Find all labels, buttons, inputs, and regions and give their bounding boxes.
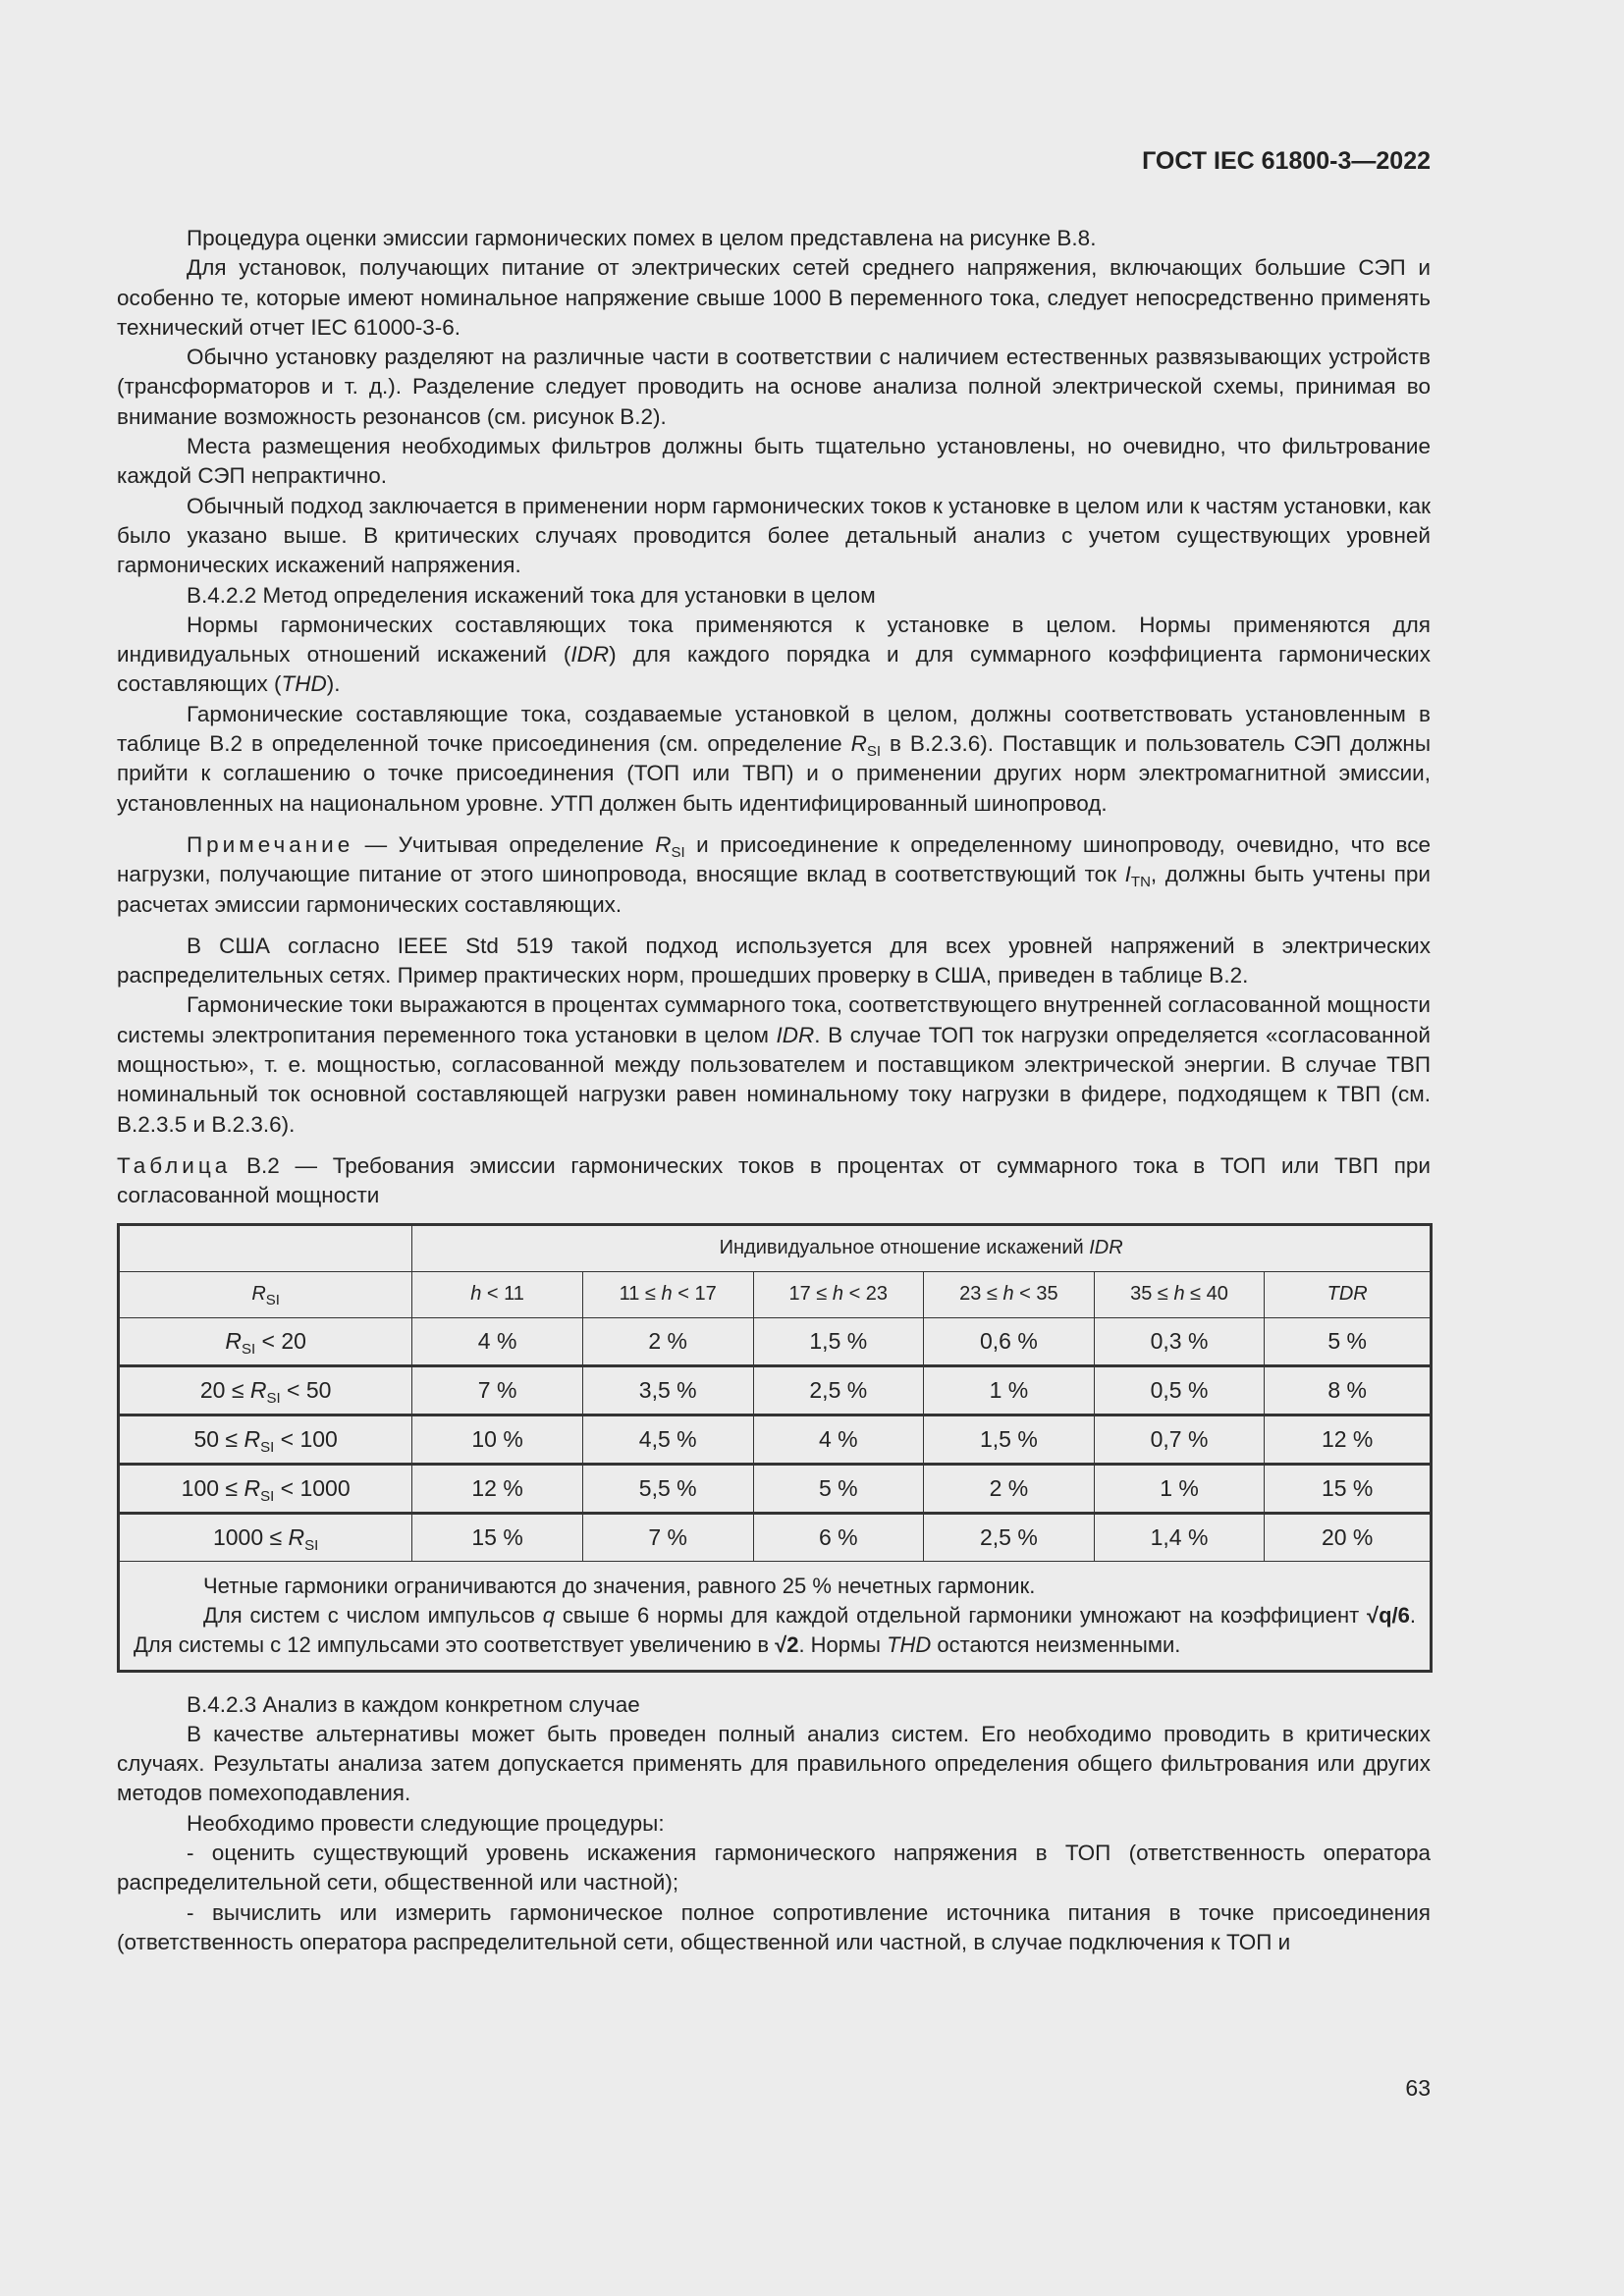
page-number: 63 — [1405, 2075, 1431, 2101]
table-cell: 6 % — [753, 1513, 924, 1561]
table-header-row — [119, 1224, 1432, 1271]
table-cell: 4 % — [412, 1317, 583, 1365]
table-notes-row — [119, 1561, 1432, 1671]
table-cell: 8 % — [1265, 1365, 1432, 1415]
table-cell: 2 % — [924, 1464, 1095, 1513]
paragraph: Обычно установку разделяют на различные части в соответствии с наличием естественных развязывающих устройств (трансформаторов и т. д.). Разделение следует проводить на основе анализа полной электрической схемы, принимая во внимание возможность резонансов (см. рисунок В.2). — [117, 345, 1431, 429]
table-note: Для систем с числом импульсов q свыше 6 нормы для каждой отдельной гармоники умножают на коэффициент √q/6. Для системы с 12 импульсами это соответствует увеличению в √2. Нормы THD остаются неизменными. — [134, 1602, 1416, 1657]
table-subheader-row — [119, 1271, 1432, 1317]
table-cell: 4,5 % — [582, 1415, 753, 1464]
table-caption: Таблица В.2 — Требования эмиссии гармонических токов в процентах от суммарного тока в ТОП или ТВП при согласованной мощности — [117, 1152, 1431, 1208]
table-cell: 2,5 % — [924, 1513, 1095, 1561]
table-col-header: 17 ≤ h < 23 — [753, 1271, 924, 1317]
table-cell: 5 % — [1265, 1317, 1432, 1365]
table-row — [119, 1464, 1432, 1513]
table-row-label: $1000 \le R_{SI}$ — [119, 1513, 412, 1561]
table-header-rsi: $R_{SI}$ — [119, 1271, 412, 1317]
paragraph: Необходимо провести следующие процедуры: — [187, 1810, 665, 1836]
table-cell: 12 % — [1265, 1415, 1432, 1464]
list-item: - оценить существующий уровень искажения гармонического напряжения в ТОП (ответственность оператора распределительной сети, общественной или частной); — [117, 1840, 1431, 1896]
table-cell: 1,5 % — [753, 1317, 924, 1365]
paragraph: В качестве альтернативы может быть проведен полный анализ систем. Его необходимо проводить в критических случаях. Результаты анализа затем допускается применять для правильного определения общего фильтрования или других методов помехоподавления. — [117, 1721, 1431, 1806]
table-row — [119, 1365, 1432, 1415]
table-header-empty — [119, 1224, 412, 1271]
paragraph: Места размещения необходимых фильтров должны быть тщательно установлены, но очевидно, что фильтрование каждой СЭП непрактично. — [117, 434, 1431, 489]
table-col-header: 11 ≤ h < 17 — [582, 1271, 753, 1317]
paragraph-harmonics: Гармонические составляющие тока, создаваемые установкой в целом, должны соответствовать установленным в таблице В.2 в определенной точке присоединения (см. определение $R_{SI}$ в В.2.3.6). Поставщик и пользователь СЭП должны прийти к соглашению о точке присоединения (ТОП или ТВП) и о применении других норм электромагнитной эмиссии, установленных на национальном уровне. УТП должен быть идентифицированный шинопровод. — [117, 701, 1431, 816]
table-cell: 0,5 % — [1094, 1365, 1265, 1415]
table-cell: 10 % — [412, 1415, 583, 1464]
table-cell: 0,3 % — [1094, 1317, 1265, 1365]
table-cell: 2 % — [582, 1317, 753, 1365]
table-note: Четные гармоники ограничиваются до значения, равного 25 % нечетных гармоник. — [203, 1573, 1036, 1598]
sqrt-formula: √q/6 — [1367, 1602, 1410, 1628]
page-body — [117, 224, 1431, 1957]
section-heading: В.4.2.3 Анализ в каждом конкретном случае — [187, 1691, 640, 1717]
table-notes — [119, 1561, 1432, 1671]
paragraph: Обычный подход заключается в применении норм гармонических токов к установке в целом или к частям установки, как было указано выше. В критических случаях проводится более детальный анализ с учетом существующих уровней гармонических искажений напряжения. — [117, 493, 1431, 578]
table-col-header-tdr: TDR — [1265, 1271, 1432, 1317]
table-cell: 5,5 % — [582, 1464, 753, 1513]
table-col-header: 23 ≤ h < 35 — [924, 1271, 1095, 1317]
table-cell: 7 % — [582, 1513, 753, 1561]
table-row-label: $50 \le R_{SI} < 100$ — [119, 1415, 412, 1464]
table-row — [119, 1513, 1432, 1561]
paragraph: Для установок, получающих питание от электрических сетей среднего напряжения, включающих большие СЭП и особенно те, которые имеют номинальное напряжение свыше 1000 В переменного тока, следует непосредственно применять технический отчет IEC 61000-3-6. — [117, 255, 1431, 340]
table-cell: 3,5 % — [582, 1365, 753, 1415]
table-cell: 20 % — [1265, 1513, 1432, 1561]
sqrt-formula: √2 — [775, 1631, 799, 1657]
table-row — [119, 1317, 1432, 1365]
table-cell: 1,4 % — [1094, 1513, 1265, 1561]
document-header: ГОСТ IEC 61800-3—2022 — [1142, 147, 1431, 175]
emission-table — [117, 1223, 1433, 1673]
table-group-header: Индивидуальное отношение искажений IDR — [412, 1224, 1432, 1271]
paragraph-norms: Нормы гармонических составляющих тока применяются к установке в целом. Нормы применяются для индивидуальных отношений искажений (IDR) для каждого порядка и для суммарного коэффициента гармонических составляющих (THD). — [117, 612, 1431, 697]
list-item: - вычислить или измерить гармоническое полное сопротивление источника питания в точке присоединения (ответственность оператора распределительной сети, общественной или частной, в случае подключения к ТОП и — [117, 1899, 1431, 1954]
table-cell: 7 % — [412, 1365, 583, 1415]
table-row-label: $R_{SI} < 20$ — [119, 1317, 412, 1365]
table-cell: 0,6 % — [924, 1317, 1095, 1365]
section-heading: В.4.2.2 Метод определения искажений тока для установки в целом — [187, 582, 876, 608]
table-col-header: 35 ≤ h ≤ 40 — [1094, 1271, 1265, 1317]
table-cell: 5 % — [753, 1464, 924, 1513]
table-cell: 15 % — [1265, 1464, 1432, 1513]
table-cell: 2,5 % — [753, 1365, 924, 1415]
paragraph: Процедура оценки эмиссии гармонических помех в целом представлена на рисунке В.8. — [187, 226, 1097, 250]
table-cell: 15 % — [412, 1513, 583, 1561]
note-label: Примечание — [187, 831, 354, 857]
paragraph-currents: Гармонические токи выражаются в процентах суммарного тока, соответствующего внутренней согласованной мощности системы электропитания переменного тока установки в целом IDR. В случае ТОП ток нагрузки определяется «согласованной мощностью», т. е. мощностью, согласованной между пользователем и поставщиком электрической энергии. В случае ТВП номинальный ток основной составляющей нагрузки равен номинальному току нагрузки в фидере, подходящем к ТВП (см. В.2.3.5 и В.2.3.6). — [117, 992, 1431, 1137]
table-cell: 1,5 % — [924, 1415, 1095, 1464]
table-cell: 1 % — [1094, 1464, 1265, 1513]
table-row-label: $100 \le R_{SI} < 1000$ — [119, 1464, 412, 1513]
note-paragraph: Примечание — Учитывая определение $R_{SI}$ и присоединение к определенному шинопроводу, очевидно, что все нагрузки, получающие питание от этого шинопровода, вносящие вклад в соответствующий ток $I_{TN}$, должны быть учтены при расчетах эмиссии гармонических составляющих. — [117, 831, 1431, 917]
table-row-label: $20 \le R_{SI} < 50$ — [119, 1365, 412, 1415]
table-cell: 12 % — [412, 1464, 583, 1513]
table-row — [119, 1415, 1432, 1464]
paragraph: В США согласно IEEE Std 519 такой подход используется для всех уровней напряжений в электрических распределительных сетях. Пример практических норм, прошедших проверку в США, приведен в таблице В.2. — [117, 933, 1431, 988]
table-cell: 0,7 % — [1094, 1415, 1265, 1464]
table-cell: 4 % — [753, 1415, 924, 1464]
table-col-header: h < 11 — [412, 1271, 583, 1317]
table-cell: 1 % — [924, 1365, 1095, 1415]
